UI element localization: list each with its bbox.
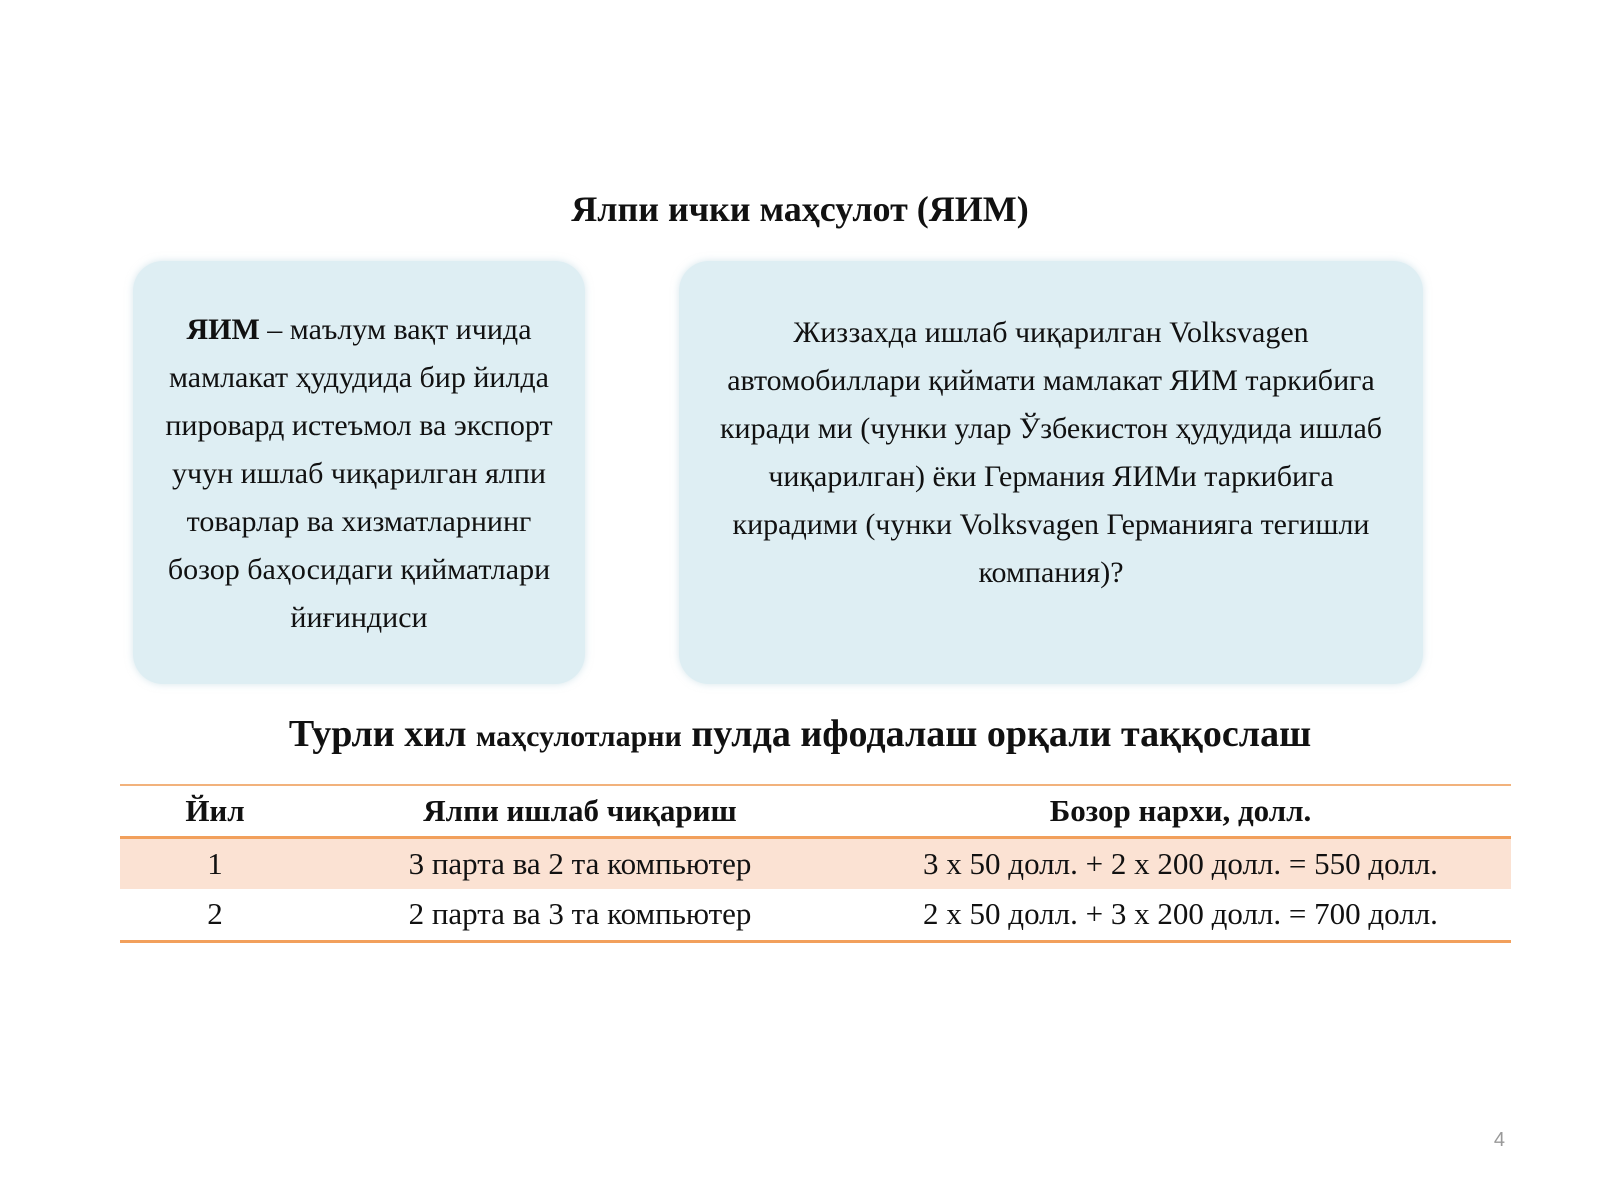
question-text: Жиззахда ишлаб чиқарилган Volksvagen автомобиллари қиймати мамлакат ЯИМ таркибига киради ми (чунки улар Ўзбекистон ҳудудида ишлаб чиқарилган) ёки Германия ЯИМи таркибига кирадими (чунки Volksvagen Германияга тегишли компания)? bbox=[719, 315, 1383, 589]
table-header-row bbox=[120, 785, 1511, 837]
definition-term: ЯИМ bbox=[186, 312, 260, 346]
header-output: Ялпи ишлаб чиқариш bbox=[423, 792, 737, 828]
definition-body: – маълум вақт ичида мамлакат ҳудудида бир йилда пировард истеъмол ва экспорт учун ишлаб чиқарилган ялпи товарлар ва хизматларнинг бозор баҳосидаги қийматлари йиғиндиси bbox=[165, 312, 553, 634]
cell-output: 3 парта ва 2 та компьютер bbox=[408, 845, 752, 881]
definition-text bbox=[153, 306, 565, 642]
table-heading-part-1: Турли хил bbox=[288, 713, 476, 755]
cell-price: 3 x 50 долл. + 2 x 200 долл. = 550 долл. bbox=[923, 845, 1438, 881]
header-year: Йил bbox=[185, 792, 245, 828]
cell-year: 1 bbox=[207, 845, 223, 881]
cell-price: 2 x 50 долл. + 3 x 200 долл. = 700 долл. bbox=[923, 896, 1438, 932]
table-heading-part-2: маҳсулотларни bbox=[475, 720, 682, 753]
comparison-table bbox=[120, 784, 1511, 943]
slide-title: Ялпи ички маҳсулот (ЯИМ) bbox=[571, 189, 1029, 229]
question-box bbox=[679, 261, 1423, 684]
table-row bbox=[120, 889, 1511, 941]
table-heading bbox=[0, 712, 1600, 756]
definition-box bbox=[133, 261, 585, 684]
table-row bbox=[120, 837, 1511, 889]
page-number: 4 bbox=[1493, 1129, 1505, 1151]
header-price: Бозор нархи, долл. bbox=[1049, 792, 1312, 828]
cell-year: 2 bbox=[207, 896, 223, 932]
cell-output: 2 парта ва 3 та компьютер bbox=[408, 896, 752, 932]
table-heading-part-3: пулда ифодалаш орқали таққослаш bbox=[681, 713, 1312, 755]
